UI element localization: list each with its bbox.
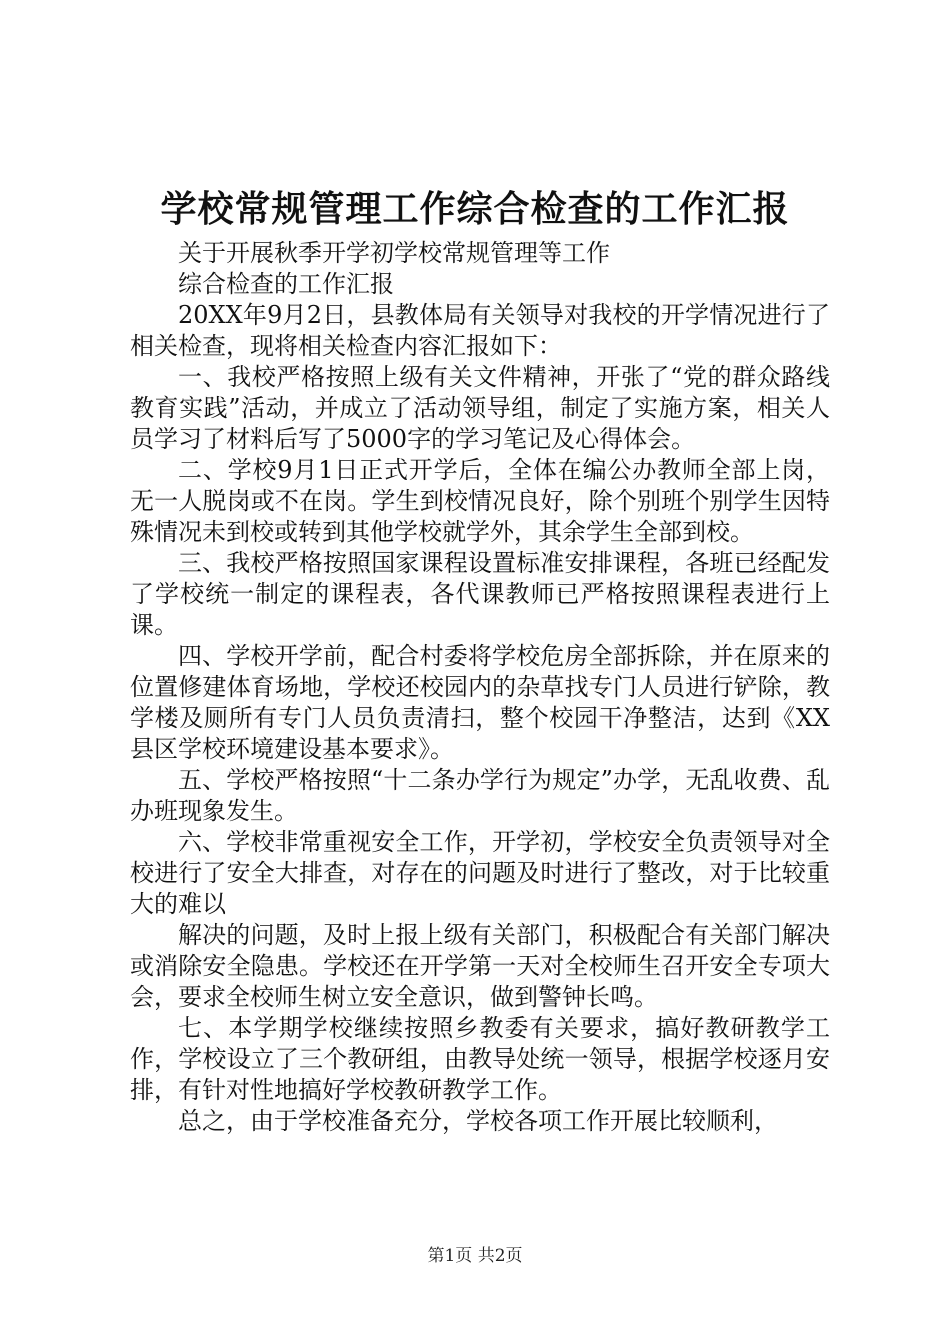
document-body — [130, 238, 830, 1137]
page-number-footer: 第1页 共2页 — [427, 1246, 523, 1266]
paragraph-item-6: 六、学校非常重视安全工作，开学初，学校安全负责领导对全校进行了安全大排查，对存在的问题及时进行了整改，对于比较重大的难以 — [130, 828, 830, 918]
paragraph-item-2: 二、学校9月1日正式开学后，全体在编公办教师全部上岗，无一人脱岗或不在岗。学生到校情况良好，除个别班个别学生因特殊情况未到校或转到其他学校就学外，其余学生全部到校。 — [130, 456, 830, 546]
subtitle-line-2: 综合检查的工作汇报 — [178, 270, 394, 298]
paragraph-item-5: 五、学校严格按照“十二条办学行为规定”办学，无乱收费、乱办班现象发生。 — [130, 766, 830, 825]
paragraph-item-3: 三、我校严格按照国家课程设置标准安排课程，各班已经配发了学校统一制定的课程表，各代课教师已严格按照课程表进行上课。 — [130, 549, 830, 639]
paragraph-item-7: 七、本学期学校继续按照乡教委有关要求，搞好教研教学工作，学校设立了三个教研组，由教导处统一领导，根据学校逐月安排，有针对性地搞好学校教研教学工作。 — [130, 1014, 830, 1104]
paragraph-conclusion: 总之，由于学校准备充分，学校各项工作开展比较顺利， — [178, 1107, 778, 1135]
paragraph-item-4: 四、学校开学前，配合村委将学校危房全部拆除，并在原来的位置修建体育场地，学校还校园内的杂草找专门人员进行铲除，教学楼及厕所有专门人员负责清扫，整个校园干净整洁，达到《XX县区学校环境建设基本要求》。 — [130, 642, 830, 763]
document-title: 学校常规管理工作综合检查的工作汇报 — [160, 188, 790, 230]
paragraph-item-6-continued: 解决的问题，及时上报上级有关部门，积极配合有关部门解决或消除安全隐患。学校还在开学第一天对全校师生召开安全专项大会，要求全校师生树立安全意识，做到警钟长鸣。 — [130, 921, 830, 1011]
paragraph-intro: 20XX年9月2日，县教体局有关领导对我校的开学情况进行了相关检查，现将相关检查内容汇报如下： — [130, 301, 830, 360]
paragraph-item-1: 一、我校严格按照上级有关文件精神，开张了“党的群众路线教育实践”活动，并成立了活动领导组，制定了实施方案，相关人员学习了材料后写了5000字的学习笔记及心得体会。 — [130, 363, 830, 453]
subtitle-line-1: 关于开展秋季开学初学校常规管理等工作 — [178, 239, 610, 267]
